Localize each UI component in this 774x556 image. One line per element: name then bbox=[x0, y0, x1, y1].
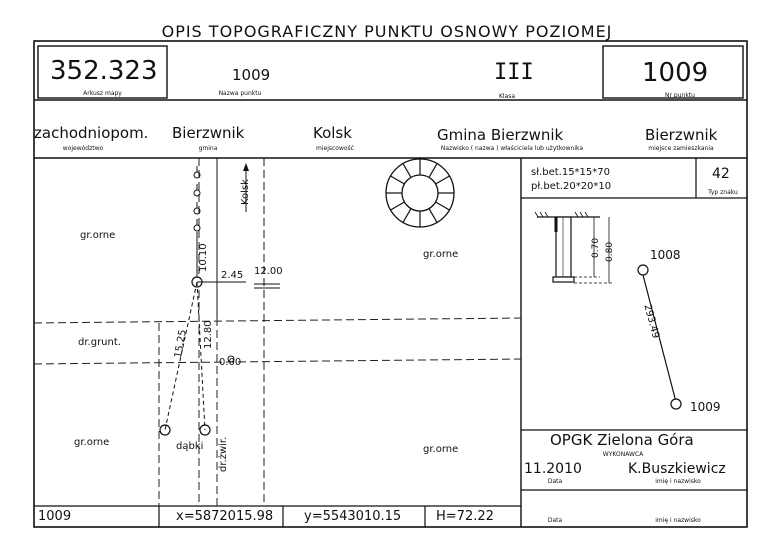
point-b-label: 1009 bbox=[690, 400, 721, 414]
person-label: imię i nazwisko bbox=[655, 478, 701, 485]
type-label: Typ znaku bbox=[708, 189, 738, 196]
measurement: 12.80 bbox=[203, 320, 214, 349]
point-name: 1009 bbox=[232, 66, 271, 84]
point-a-label: 1008 bbox=[650, 248, 681, 262]
locality-value: Kolsk bbox=[313, 124, 352, 142]
point-number: 1009 bbox=[642, 58, 709, 88]
direction-label: Kolsk bbox=[240, 179, 251, 205]
date-label: Data bbox=[547, 478, 563, 485]
date-label: Data bbox=[547, 517, 563, 524]
exec-person: K.Buszkiewicz bbox=[628, 461, 726, 477]
page-title: OPIS TOPOGRAFICZNY PUNKTU OSNOWY POZIOMEJ bbox=[161, 22, 613, 41]
coord-x: x=5872015.98 bbox=[176, 509, 274, 524]
field-label: gr.orne bbox=[74, 437, 110, 448]
marker-segment bbox=[436, 202, 450, 210]
owner-value: Gmina Bierzwnik bbox=[437, 126, 564, 144]
marker-spec: sł.bet.15*15*70 bbox=[531, 167, 611, 178]
type-number: 42 bbox=[712, 166, 730, 182]
measurement: 15.25 bbox=[173, 328, 189, 359]
marker-segment bbox=[429, 209, 437, 223]
marker-spec: pł.bet.20*20*10 bbox=[531, 181, 612, 192]
company-label: WYKONAWCA bbox=[602, 451, 644, 458]
coords-point: 1009 bbox=[38, 509, 72, 524]
measurement: 10.10 bbox=[198, 243, 209, 272]
voivodeship-label: województwo bbox=[62, 145, 104, 152]
marker-segment bbox=[403, 209, 411, 223]
measurement: 2.45 bbox=[221, 270, 244, 281]
depth-label: 0.70 bbox=[591, 237, 601, 258]
road-label: dr.grunt. bbox=[78, 337, 121, 348]
sheet-number: 352.323 bbox=[50, 56, 158, 86]
class-value: III bbox=[494, 60, 534, 85]
owner-label: Nazwisko ( nazwa ) właściciela lub użytkownika bbox=[440, 145, 584, 152]
marker-segment bbox=[436, 176, 450, 184]
exec-date: 11.2010 bbox=[524, 461, 582, 477]
residence-label: miejsce zamieszkania bbox=[648, 145, 714, 152]
residence-value: Bierzwnik bbox=[645, 126, 718, 144]
measurement: 0.00 bbox=[219, 357, 242, 368]
voivodeship-value: zachodniopom. bbox=[34, 124, 149, 142]
commune-label: gmina bbox=[198, 145, 218, 152]
company-name: OPGK Zielona Góra bbox=[550, 431, 694, 449]
class-label: Klasa bbox=[498, 93, 516, 100]
measurement: 12.00 bbox=[254, 266, 283, 277]
field-label: gr.orne bbox=[423, 444, 459, 455]
marker-segment bbox=[403, 164, 411, 178]
point-number-label: Nr punktu bbox=[665, 92, 695, 99]
person-label: imię i nazwisko bbox=[655, 517, 701, 524]
field-label: gr.orne bbox=[80, 230, 116, 241]
coord-y: y=5543010.15 bbox=[304, 509, 402, 524]
point-name-label: Nazwa punktu bbox=[218, 90, 262, 97]
locality-label: miejscowość bbox=[316, 145, 354, 152]
marker-segment bbox=[391, 202, 405, 210]
coord-h: H=72.22 bbox=[436, 509, 494, 524]
distance-label: 293.49 bbox=[641, 303, 662, 340]
oaks-label: dąbki bbox=[176, 441, 204, 452]
commune-value: Bierzwnik bbox=[172, 124, 245, 142]
marker-segment bbox=[429, 164, 437, 178]
field-label: gr.orne bbox=[423, 249, 459, 260]
road-label: dr.żwir. bbox=[218, 436, 229, 472]
marker-segment bbox=[391, 176, 405, 184]
depth-label: 0.80 bbox=[605, 241, 615, 262]
sheet-number-label: Arkusz mapy bbox=[83, 90, 122, 97]
